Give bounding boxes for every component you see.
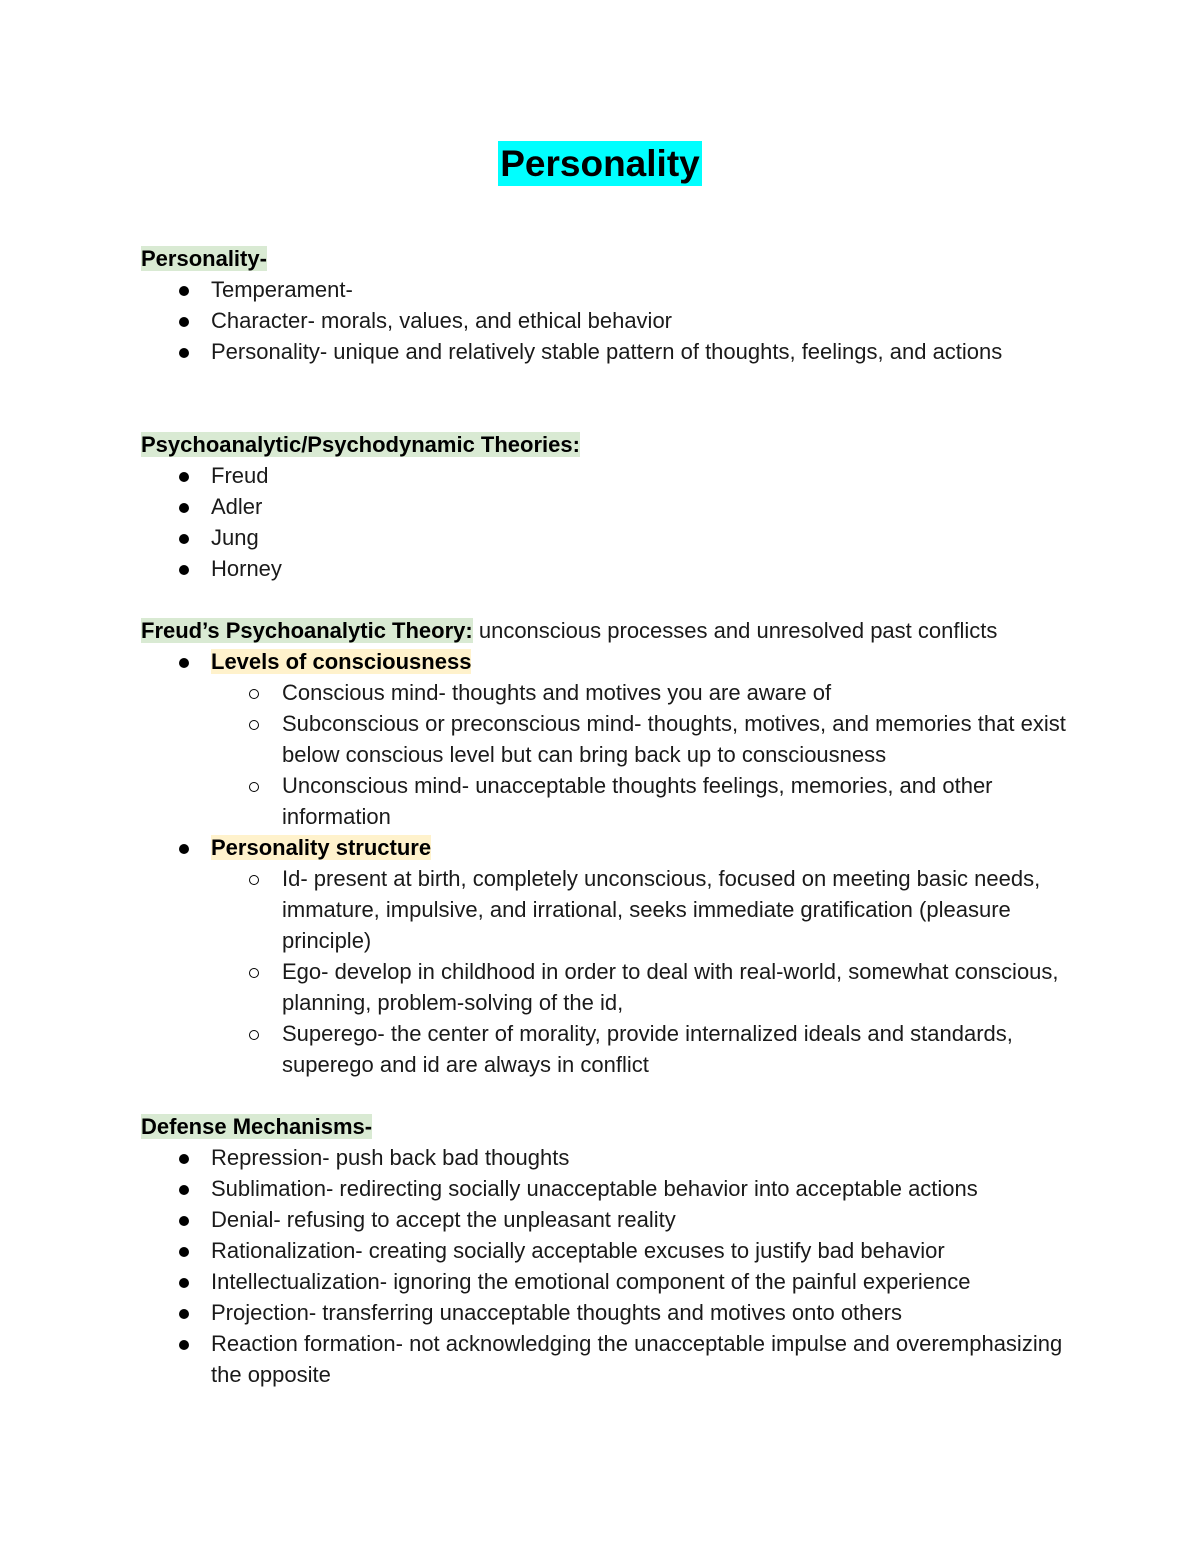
bullet-icon bbox=[179, 1185, 189, 1195]
list-item-text: Rationalization- creating socially acceptable excuses to justify bad behavior bbox=[211, 1238, 945, 1263]
circle-bullet-icon bbox=[249, 875, 259, 885]
list-item-text: Character- morals, values, and ethical behavior bbox=[211, 308, 673, 333]
list-item bbox=[141, 1297, 1081, 1328]
bullet-icon bbox=[179, 317, 189, 327]
sub-list-item bbox=[141, 708, 1081, 770]
freud-list bbox=[141, 646, 1081, 1080]
list-item bbox=[141, 1173, 1081, 1204]
bullet-icon bbox=[179, 503, 189, 513]
list-item bbox=[141, 491, 1081, 522]
heading-text: Freud’s Psychoanalytic Theory: bbox=[141, 618, 473, 643]
circle-bullet-icon bbox=[249, 689, 259, 699]
list-item bbox=[141, 1142, 1081, 1173]
list-item bbox=[141, 460, 1081, 491]
bullet-icon bbox=[179, 472, 189, 482]
subheading-text: Levels of consciousness bbox=[211, 649, 472, 674]
list-item-text: Intellectualization- ignoring the emotional component of the painful experience bbox=[211, 1269, 971, 1294]
bullet-icon bbox=[179, 565, 189, 575]
sub-list-item bbox=[141, 956, 1081, 1018]
list-item-text: Repression- push back bad thoughts bbox=[211, 1145, 570, 1170]
bullet-icon bbox=[179, 1216, 189, 1226]
section-heading-personality bbox=[141, 243, 1081, 274]
list-item bbox=[141, 553, 1081, 584]
list-item-text: Adler bbox=[211, 494, 263, 519]
sub-list-item-text: Conscious mind- thoughts and motives you are aware of bbox=[282, 680, 832, 705]
document-body bbox=[141, 243, 1081, 1390]
sub-list-item bbox=[141, 770, 1081, 832]
list-item-text: Personality- unique and relatively stable pattern of thoughts, feelings, and actions bbox=[211, 339, 1003, 364]
circle-bullet-icon bbox=[249, 782, 259, 792]
circle-bullet-icon bbox=[249, 968, 259, 978]
list-item bbox=[141, 522, 1081, 553]
defense-list bbox=[141, 1142, 1081, 1390]
list-item bbox=[141, 305, 1081, 336]
heading-text: Personality- bbox=[141, 246, 267, 271]
personality-list bbox=[141, 274, 1081, 367]
section-heading-defense bbox=[141, 1111, 1081, 1142]
sub-list-item-text: Id- present at birth, completely unconscious, focused on meeting basic needs, immature, impulsive, and irrational, seeks immediate gratification (pleasure principle) bbox=[282, 866, 1041, 953]
heading-text: Defense Mechanisms- bbox=[141, 1114, 373, 1139]
sub-list-item-text: Subconscious or preconscious mind- thoughts, motives, and memories that exist below conscious level but can bring back up to consciousness bbox=[282, 711, 1066, 767]
heading-description: unconscious processes and unresolved past conflicts bbox=[472, 618, 998, 643]
list-item-structure bbox=[141, 832, 1081, 863]
circle-bullet-icon bbox=[249, 1030, 259, 1040]
list-item-text: Reaction formation- not acknowledging the unacceptable impulse and overemphasizing the opposite bbox=[211, 1331, 1063, 1387]
sub-list-item bbox=[141, 677, 1081, 708]
bullet-icon bbox=[179, 1309, 189, 1319]
bullet-icon bbox=[179, 534, 189, 544]
spacer bbox=[141, 584, 1081, 615]
heading-text: Psychoanalytic/Psychodynamic Theories: bbox=[141, 432, 580, 457]
list-item bbox=[141, 274, 1081, 305]
list-item bbox=[141, 1266, 1081, 1297]
list-item bbox=[141, 1204, 1081, 1235]
sub-list-item-text: Unconscious mind- unacceptable thoughts feelings, memories, and other information bbox=[282, 773, 993, 829]
spacer bbox=[141, 367, 1081, 429]
list-item bbox=[141, 1328, 1081, 1390]
sub-list-item bbox=[141, 1018, 1081, 1080]
bullet-icon bbox=[179, 844, 189, 854]
list-item bbox=[141, 1235, 1081, 1266]
sub-list-item-text: Ego- develop in childhood in order to deal with real-world, somewhat conscious, planning, problem-solving of the id, bbox=[282, 959, 1059, 1015]
list-item-text: Temperament- bbox=[211, 277, 353, 302]
bullet-icon bbox=[179, 1278, 189, 1288]
title-container bbox=[0, 141, 1200, 186]
circle-bullet-icon bbox=[249, 720, 259, 730]
list-item-text: Sublimation- redirecting socially unacceptable behavior into acceptable actions bbox=[211, 1176, 978, 1201]
bullet-icon bbox=[179, 1340, 189, 1350]
sub-list-item-text: Superego- the center of morality, provide internalized ideals and standards, superego and id are always in conflict bbox=[282, 1021, 1013, 1077]
list-item-text: Denial- refusing to accept the unpleasant reality bbox=[211, 1207, 676, 1232]
subheading-text: Personality structure bbox=[211, 835, 432, 860]
sub-list-item bbox=[141, 863, 1081, 956]
spacer bbox=[141, 1080, 1081, 1111]
page-title: Personality bbox=[500, 143, 700, 184]
bullet-icon bbox=[179, 286, 189, 296]
section-heading-freud bbox=[141, 615, 1081, 646]
theorists-list bbox=[141, 460, 1081, 584]
bullet-icon bbox=[179, 658, 189, 668]
list-item-text: Jung bbox=[211, 525, 259, 550]
list-item-text: Horney bbox=[211, 556, 282, 581]
list-item-levels bbox=[141, 646, 1081, 677]
section-heading-theories bbox=[141, 429, 1081, 460]
bullet-icon bbox=[179, 1247, 189, 1257]
list-item-text: Freud bbox=[211, 463, 269, 488]
bullet-icon bbox=[179, 348, 189, 358]
bullet-icon bbox=[179, 1154, 189, 1164]
list-item bbox=[141, 336, 1081, 367]
list-item-text: Projection- transferring unacceptable thoughts and motives onto others bbox=[211, 1300, 902, 1325]
